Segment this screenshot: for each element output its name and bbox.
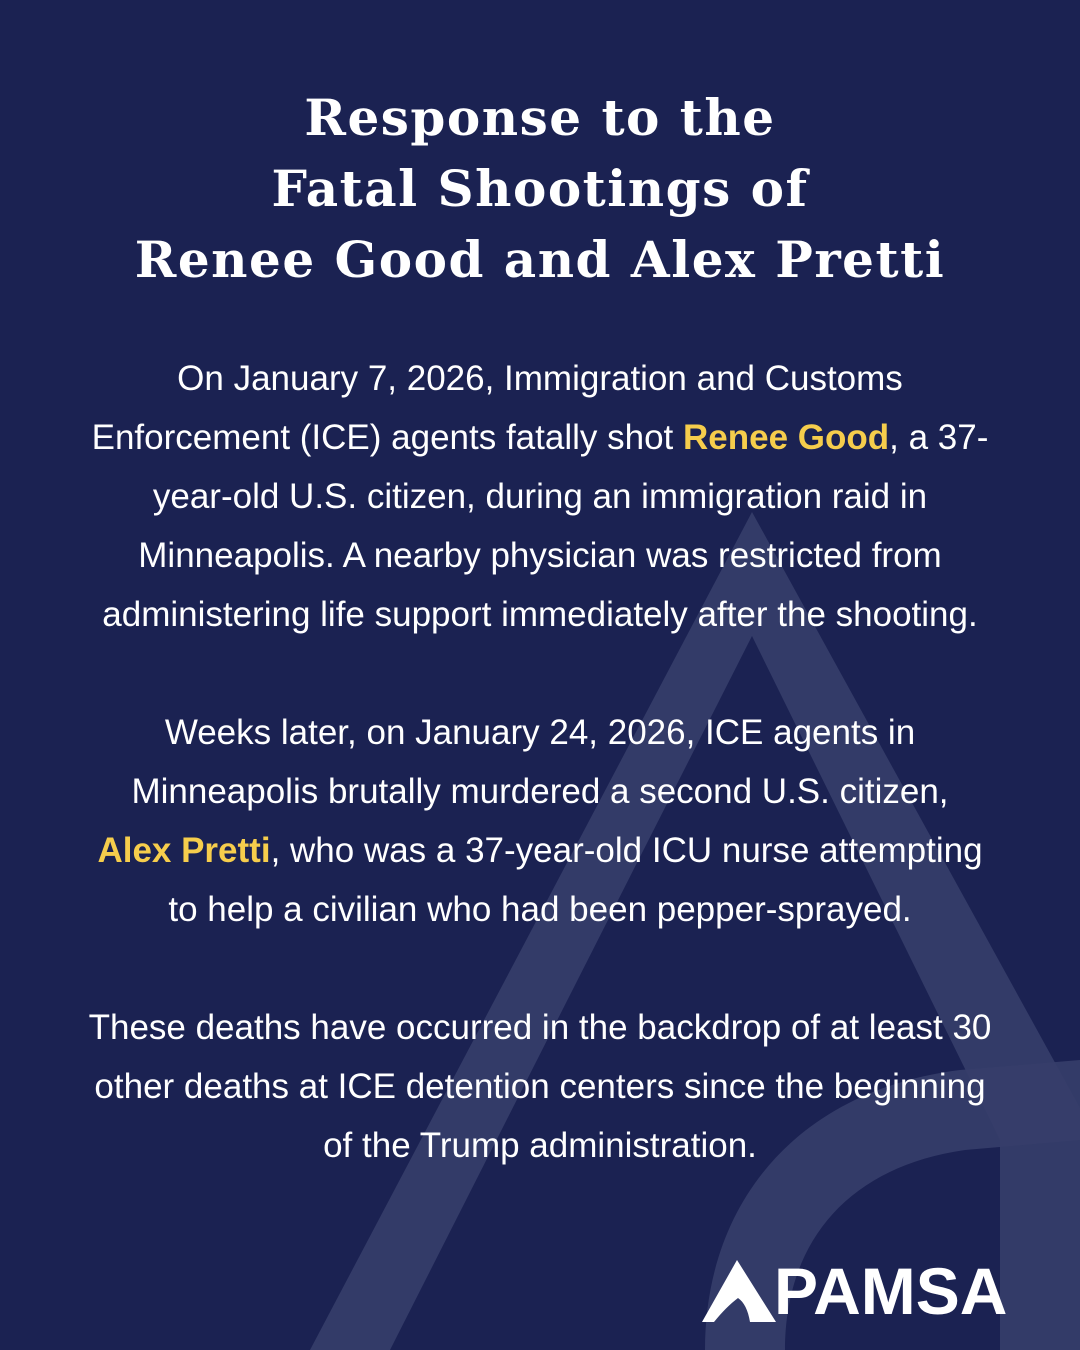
paragraph-line: other deaths at ICE detention centers since the beginning	[94, 1067, 986, 1106]
paragraph-alex-pretti	[50, 703, 1030, 939]
title-line-1: Response to the	[304, 88, 776, 147]
logo-triangle-icon	[700, 1258, 778, 1324]
text-run: , who was a 37-year-old ICU nurse attempting	[270, 831, 983, 870]
paragraph-line: These deaths have occurred in the backdrop of at least 30	[88, 1008, 992, 1047]
paragraph-line	[50, 408, 1030, 467]
highlight-name-renee-good: Renee Good	[683, 418, 890, 457]
text-run: Enforcement (ICE) agents fatally shot	[91, 418, 683, 457]
paragraph-line: year-old U.S. citizen, during an immigration raid in	[152, 477, 928, 516]
paragraph-line: administering life support immediately after the shooting.	[102, 595, 978, 634]
highlight-name-alex-pretti: Alex Pretti	[97, 831, 271, 870]
paragraph-line: Minneapolis brutally murdered a second U.S. citizen,	[131, 772, 949, 811]
logo-wordmark: PAMSA	[774, 1254, 1008, 1328]
title-line-3: Renee Good and Alex Pretti	[134, 230, 946, 289]
paragraph-renee-good	[50, 349, 1030, 644]
page-title	[0, 82, 1080, 295]
paragraph-line: to help a civilian who had been pepper-sprayed.	[168, 890, 912, 929]
paragraph-detention-deaths	[50, 998, 1030, 1175]
text-run: , a 37-	[889, 418, 989, 457]
paragraph-line: Weeks later, on January 24, 2026, ICE agents in	[164, 713, 916, 752]
paragraph-line: Minneapolis. A nearby physician was restricted from	[138, 536, 942, 575]
paragraph-line: On January 7, 2026, Immigration and Customs	[177, 359, 903, 398]
paragraph-line: of the Trump administration.	[323, 1126, 757, 1165]
apamsa-logo	[700, 1254, 1032, 1328]
paragraph-line	[50, 821, 1030, 880]
title-line-2: Fatal Shootings of	[271, 159, 809, 218]
